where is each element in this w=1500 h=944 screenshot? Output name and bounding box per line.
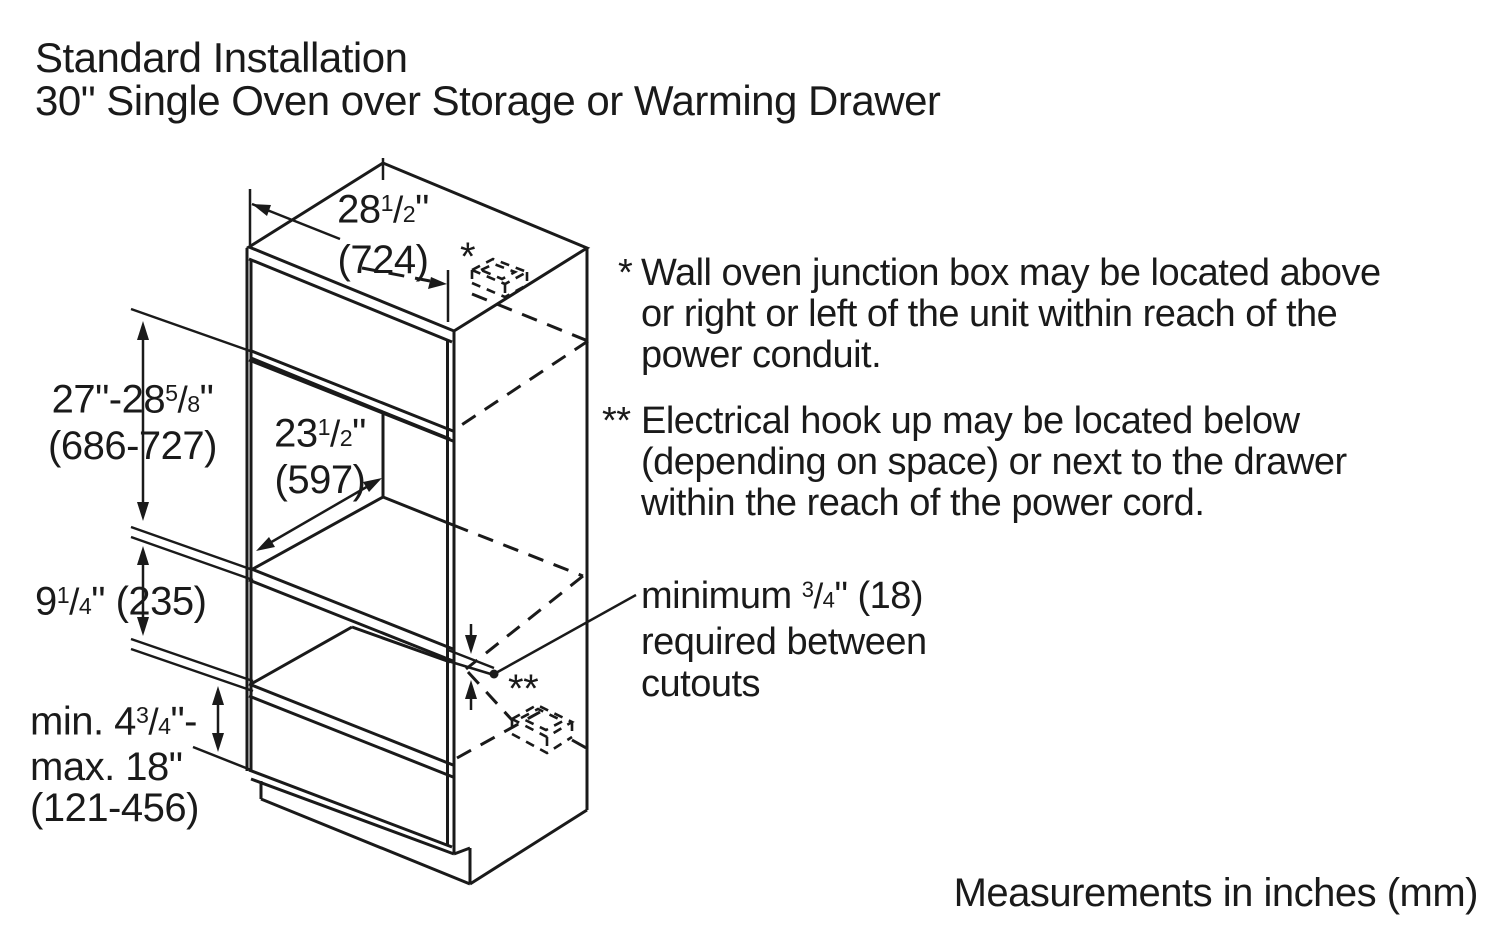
hidden-oven-top-plane xyxy=(457,294,588,428)
hidden-dashed-lines xyxy=(362,268,588,758)
note-electrical: Electrical hook up may be located below (depending on space) or next to the drawer within the reach of the power cord. xyxy=(641,400,1347,524)
ext-lines-drawer-bottom xyxy=(131,639,253,691)
dim-label-cutout-height: 27"-28$^5$/8" (686-727) xyxy=(48,377,217,468)
junction-box-top-marker: * xyxy=(460,235,476,279)
cabinet-bottom-front-edge xyxy=(249,770,454,854)
hidden-drawer-plane xyxy=(457,712,540,758)
ext-lines-oven-bottom xyxy=(131,527,253,580)
dim-label-bottom-range: min. 4$^3$/4"- max. 18" (121-456) xyxy=(30,699,199,830)
oven-cutout-bottom-shelf xyxy=(249,568,453,661)
junction-box-bottom-marker: ** xyxy=(508,667,539,711)
ext-line-oven-top xyxy=(131,309,253,352)
measurements-unit-note: Measurements in inches (mm) xyxy=(953,871,1478,915)
dim-label-drawer-height: 9$^1$/4" (235) xyxy=(35,579,207,624)
base-side-bottom xyxy=(454,810,587,884)
dim-label-cutout-depth: 23$^1$/2" (597) xyxy=(274,411,366,502)
leader-dot xyxy=(490,670,499,679)
dim-label-width: 28$^1$/2" (724) xyxy=(337,187,429,282)
note-junction-box-marker: * xyxy=(618,252,633,294)
note-min-gap: minimum $^3$/4" (18) required between cutouts xyxy=(641,575,927,706)
junction-box-top-inner xyxy=(481,264,515,279)
note-junction-box: Wall oven junction box may be located above or right or left of the unit within reach of the power conduit. xyxy=(641,252,1381,376)
page-title: Standard Installation 30" Single Oven over Storage or Warming Drawer xyxy=(35,34,941,124)
ext-line-cabinet-bottom xyxy=(193,747,251,770)
note-electrical-marker: ** xyxy=(602,400,631,442)
drawer-cutout-bottom-shelf xyxy=(249,684,453,777)
gap-note-leader-line xyxy=(494,595,636,674)
toe-kick xyxy=(261,781,470,884)
